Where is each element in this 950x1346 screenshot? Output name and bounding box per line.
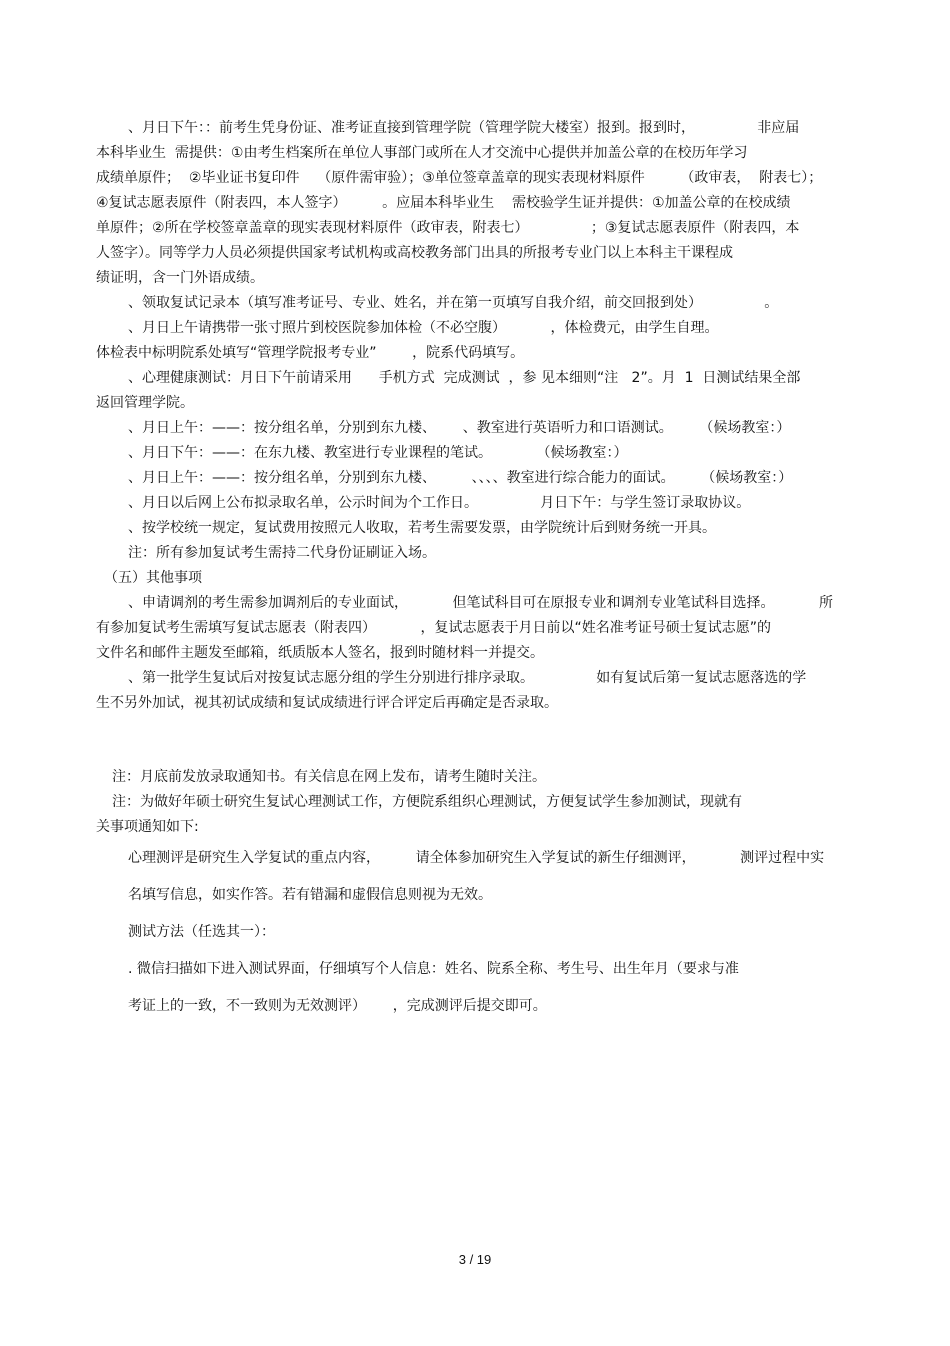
text-line: 返回管理学院。 bbox=[96, 395, 194, 411]
text-line: 、月日上午：——：按分组名单，分别到东九楼、 、教室进行英语听力和口语测试。 （候场教室：） bbox=[128, 420, 791, 436]
text-line: 考证上的一致，不一致则为无效测评） ，完成测评后提交即可。 bbox=[128, 998, 547, 1014]
text-line: 心理测评是研究生入学复试的重点内容， 请全体参加研究生入学复试的新生仔细测评， 测评过程中实 bbox=[128, 850, 825, 866]
text-line: 、按学校统一规定，复试费用按照元人收取，若考生需要发票，由学院统计后到财务统一开具。 bbox=[128, 520, 716, 536]
text-line: 、月日以后网上公布拟录取名单，公示时间为个工作日。 月日下午：与学生签订录取协议。 bbox=[128, 495, 751, 511]
text-line: 、领取复试记录本（填写准考证号、专业、姓名，并在第一页填写自我介绍，前交回报到处） 。 bbox=[128, 295, 779, 311]
text-line: 人签字）。同等学力人员必须提供国家考试机构或高校教务部门出具的所报考专业门以上本科主干课程成 bbox=[96, 245, 733, 261]
page-number: 3 / 19 bbox=[458, 1252, 492, 1267]
text-line: 注：所有参加复试考生需持二代身份证刷证入场。 bbox=[128, 545, 436, 561]
text-line: 绩证明，含一门外语成绩。 bbox=[96, 270, 264, 286]
text-line: 、心理健康测试：月日下午前请采用 手机方式 完成测试 ，参 见本细则“注 2”。月 1 日测试结果全部 bbox=[128, 370, 801, 386]
section-heading: （五）其他事项 bbox=[104, 570, 202, 586]
text-line: 名填写信息，如实作答。若有错漏和虚假信息则视为无效。 bbox=[128, 887, 492, 903]
text-line: 、月日下午：——：在东九楼、教室进行专业课程的笔试。 （候场教室：） bbox=[128, 445, 628, 461]
text-line: 生不另外加试，视其初试成绩和复试成绩进行评合评定后再确定是否录取。 bbox=[96, 695, 558, 711]
text-line: 文件名和邮件主题发至邮箱，纸质版本人签名，报到时随材料一并提交。 bbox=[96, 645, 544, 661]
note-line: 关事项通知如下: bbox=[96, 819, 199, 835]
text-line: 、第一批学生复试后对按复试志愿分组的学生分别进行排序录取。 如有复试后第一复试志愿落选的学 bbox=[128, 670, 807, 686]
text-line: 测试方法（任选其一）： bbox=[128, 924, 275, 940]
text-line: 有参加复试考生需填写复试志愿表（附表四） ，复试志愿表于月日前以“姓名准考证号硕士复试志愿”的 bbox=[96, 620, 772, 636]
text-line: 、申请调剂的考生需参加调剂后的专业面试， 但笔试科目可在原报专业和调剂专业笔试科目选择。 所 bbox=[128, 595, 834, 611]
text-line: . 微信扫描如下进入测试界面，仔细填写个人信息：姓名、院系全称、考生号、出生年月（要求与准 bbox=[128, 961, 739, 977]
note-line: 注：月底前发放录取通知书。有关信息在网上发布，请考生随时关注。 bbox=[112, 769, 546, 785]
note-line: 注：为做好年硕士研究生复试心理测试工作，方便院系组织心理测试，方便复试学生参加测试，现就有 bbox=[112, 794, 742, 810]
text-line: 、月日下午：：前考生凭身份证、准考证直接到管理学院（管理学院大楼室）报到。报到时， 非应届 bbox=[128, 120, 800, 136]
text-line: 、月日上午请携带一张寸照片到校医院参加体检（不必空腹） ，体检费元，由学生自理。 bbox=[128, 320, 719, 336]
text-line: 单原件；②所在学校签章盖章的现实表现材料原件（政审表，附表七） ；③复试志愿表原件（附表四，本 bbox=[96, 220, 800, 236]
text-line: 体检表中标明院系处填写“管理学院报考专业” ，院系代码填写。 bbox=[96, 345, 525, 361]
text-line: 、月日上午：——：按分组名单，分别到东九楼、 、、、、教室进行综合能力的面试。 （候场教室：） bbox=[128, 470, 793, 486]
text-line: ④复试志愿表原件（附表四，本人签字） 。应届本科毕业生 需校验学生证并提供：①加盖公章的在校成绩 bbox=[96, 195, 791, 211]
text-line: 成绩单原件； ②毕业证书复印件 （原件需审验）；③单位签章盖章的现实表现材料原件 （政审表， 附表七）； bbox=[96, 170, 823, 186]
text-line: 本科毕业生 需提供：①由考生档案所在单位人事部门或所在人才交流中心提供并加盖公章的在校历年学习 bbox=[96, 145, 748, 161]
